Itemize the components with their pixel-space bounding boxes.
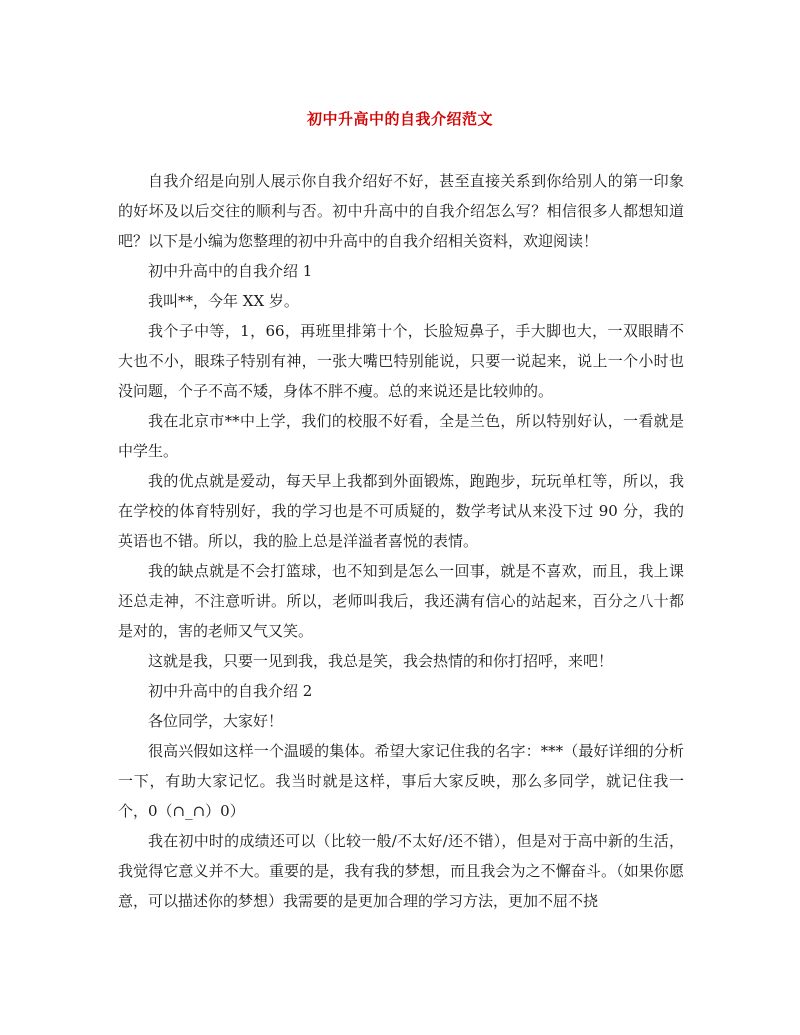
paragraph: 我的优点就是爱动，每天早上我都到外面锻炼，跑跑步，玩玩单杠等，所以，我在学校的体育特别好，我的学习也是不可质疑的，数学考试从来没下过 90 分，我的英语也不错。所以，我的脸上总是洋溢者喜悦的表情。 <box>118 472 684 550</box>
paragraph-intro: 自我介绍是向别人展示你自我介绍好不好，甚至直接关系到你给别人的第一印象的好坏及以后交往的顺利与否。初中升高中的自我介绍怎么写？相信很多人都想知道吧？以下是小编为您整理的初中升高中的自我介绍相关资料，欢迎阅读！ <box>118 172 684 250</box>
paragraph: 很高兴假如这样一个温暖的集体。希望大家记住我的名字：***（最好详细的分析一下，有助大家记忆。我当时就是这样，事后大家反映，那么多同学，就记住我一个，0（∩_∩）0） <box>118 742 684 820</box>
paragraph: 我在初中时的成绩还可以（比较一般/不太好/还不错），但是对于高中新的生活，我觉得它意义并不大。重要的是，我有我的梦想，而且我会为之不懈奋斗。（如果你愿意，可以描述你的梦想）我需要的是更加合理的学习方法，更加不屈不挠 <box>118 832 684 910</box>
paragraph: 各位同学，大家好！ <box>148 712 284 730</box>
paragraph: 我叫**，今年 XX 岁。 <box>148 292 299 310</box>
paragraph: 这就是我，只要一见到我，我总是笑，我会热情的和你打招呼，来吧！ <box>148 652 614 670</box>
paragraph: 我个子中等，1，66，再班里排第十个，长脸短鼻子，手大脚也大，一双眼睛不大也不小，眼珠子特别有神，一张大嘴巴特别能说，只要一说起来，说上一个小时也没问题，个子不高不矮，身体不胖不瘦。总的来说还是比较帅的。 <box>118 322 684 400</box>
section-heading-1: 初中升高中的自我介绍 1 <box>148 262 313 280</box>
document-body <box>118 166 684 916</box>
paragraph: 我在北京市**中上学，我们的校服不好看，全是兰色，所以特别好认，一看就是中学生。 <box>118 412 684 460</box>
paragraph: 我的缺点就是不会打篮球，也不知到是怎么一回事，就是不喜欢，而且，我上课还总走神，不注意听讲。所以，老师叫我后，我还满有信心的站起来，百分之八十都是对的，害的老师又气又笑。 <box>118 562 684 640</box>
section-heading-2: 初中升高中的自我介绍 2 <box>148 682 313 700</box>
document-title: 初中升高中的自我介绍范文 <box>306 110 493 128</box>
